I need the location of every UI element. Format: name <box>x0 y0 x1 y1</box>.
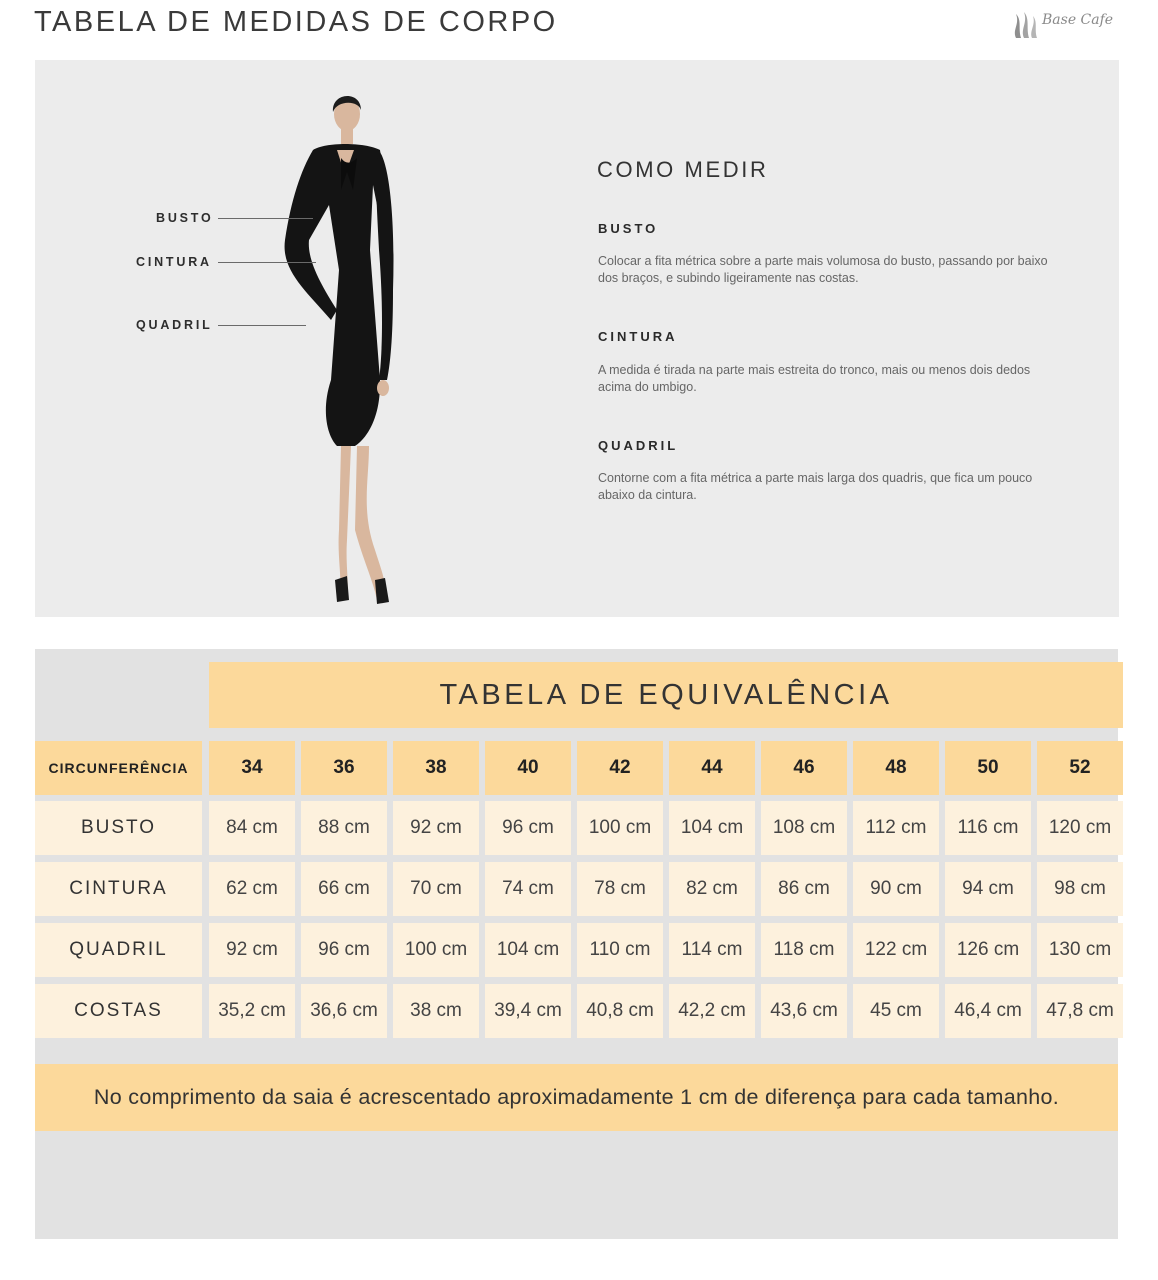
measure-heading-cintura: CINTURA <box>598 329 678 344</box>
size-header-cell: 36 <box>301 741 387 795</box>
measure-cell: 45 cm <box>853 984 939 1038</box>
measure-cell: 126 cm <box>945 923 1031 977</box>
size-header-cell: 34 <box>209 741 295 795</box>
size-header-cell: 52 <box>1037 741 1123 795</box>
row-label: COSTAS <box>35 984 202 1038</box>
brand-logo-icon <box>1010 8 1040 40</box>
measure-heading-quadril: QUADRIL <box>598 438 679 453</box>
size-header-cell: 42 <box>577 741 663 795</box>
measure-cell: 120 cm <box>1037 801 1123 855</box>
brand-logo <box>1010 8 1120 40</box>
figure-label-quadril: QUADRIL <box>136 318 213 332</box>
size-header-cell: 40 <box>485 741 571 795</box>
measure-cell: 38 cm <box>393 984 479 1038</box>
row-label: BUSTO <box>35 801 202 855</box>
measure-cell: 88 cm <box>301 801 387 855</box>
measure-cell: 86 cm <box>761 862 847 916</box>
figure-label-busto: BUSTO <box>156 211 214 225</box>
measure-cell: 92 cm <box>209 923 295 977</box>
size-header-cell: 50 <box>945 741 1031 795</box>
measure-cell: 96 cm <box>485 801 571 855</box>
measure-cell: 47,8 cm <box>1037 984 1123 1038</box>
measure-cell: 35,2 cm <box>209 984 295 1038</box>
measure-heading-busto: BUSTO <box>598 221 659 236</box>
measure-cell: 114 cm <box>669 923 755 977</box>
measure-cell: 82 cm <box>669 862 755 916</box>
figure-label-cintura: CINTURA <box>136 255 212 269</box>
size-header-cell: 44 <box>669 741 755 795</box>
skirt-length-note: No comprimento da saia é acrescentado aproximadamente 1 cm de diferença para cada tamanho. <box>35 1064 1118 1131</box>
measure-cell: 40,8 cm <box>577 984 663 1038</box>
measure-cell: 104 cm <box>669 801 755 855</box>
measure-cell: 62 cm <box>209 862 295 916</box>
size-header-cell: 48 <box>853 741 939 795</box>
brand-logo-text: Base Cafe <box>1042 12 1114 28</box>
model-figure-image <box>265 80 475 608</box>
measure-cell: 110 cm <box>577 923 663 977</box>
how-to-measure-title: COMO MEDIR <box>597 157 769 182</box>
measure-text-busto: Colocar a fita métrica sobre a parte mais volumosa do busto, passando por baixo dos braços, e subindo ligeiramente nas costas. <box>598 254 1048 285</box>
page-title: TABELA DE MEDIDAS DE CORPO <box>34 6 558 38</box>
measure-cell: 84 cm <box>209 801 295 855</box>
measure-cell: 98 cm <box>1037 862 1123 916</box>
measure-cell: 90 cm <box>853 862 939 916</box>
row-label: QUADRIL <box>35 923 202 977</box>
header-circunferencia: CIRCUNFERÊNCIA <box>35 741 202 795</box>
how-to-measure-panel <box>35 60 1119 617</box>
measure-cell: 104 cm <box>485 923 571 977</box>
measure-text-cintura: A medida é tirada na parte mais estreita do tronco, mais ou menos dois dedos acima do umbigo. <box>598 363 1031 394</box>
measure-cell: 116 cm <box>945 801 1031 855</box>
cintura-guide-line <box>218 262 316 263</box>
measure-cell: 118 cm <box>761 923 847 977</box>
measure-cell: 46,4 cm <box>945 984 1031 1038</box>
measure-text-quadril: Contorne com a fita métrica a parte mais larga dos quadris, que fica um pouco abaixo da cintura. <box>598 471 1033 502</box>
measure-cell: 100 cm <box>577 801 663 855</box>
measure-cell: 108 cm <box>761 801 847 855</box>
measure-cell: 122 cm <box>853 923 939 977</box>
measure-cell: 100 cm <box>393 923 479 977</box>
measure-cell: 96 cm <box>301 923 387 977</box>
equivalence-table-panel <box>35 649 1118 1239</box>
measure-cell: 74 cm <box>485 862 571 916</box>
measure-cell: 36,6 cm <box>301 984 387 1038</box>
measure-cell: 94 cm <box>945 862 1031 916</box>
busto-guide-line <box>218 218 313 219</box>
row-label: CINTURA <box>35 862 202 916</box>
measure-cell: 70 cm <box>393 862 479 916</box>
size-header-cell: 38 <box>393 741 479 795</box>
equivalence-title-band <box>209 662 1123 728</box>
measure-cell: 42,2 cm <box>669 984 755 1038</box>
measure-cell: 39,4 cm <box>485 984 571 1038</box>
measure-cell: 112 cm <box>853 801 939 855</box>
measure-cell: 92 cm <box>393 801 479 855</box>
measure-cell: 78 cm <box>577 862 663 916</box>
equivalence-table-title: TABELA DE EQUIVALÊNCIA <box>439 679 893 711</box>
size-header-cell: 46 <box>761 741 847 795</box>
quadril-guide-line <box>218 325 306 326</box>
measure-cell: 43,6 cm <box>761 984 847 1038</box>
measure-cell: 130 cm <box>1037 923 1123 977</box>
measure-cell: 66 cm <box>301 862 387 916</box>
